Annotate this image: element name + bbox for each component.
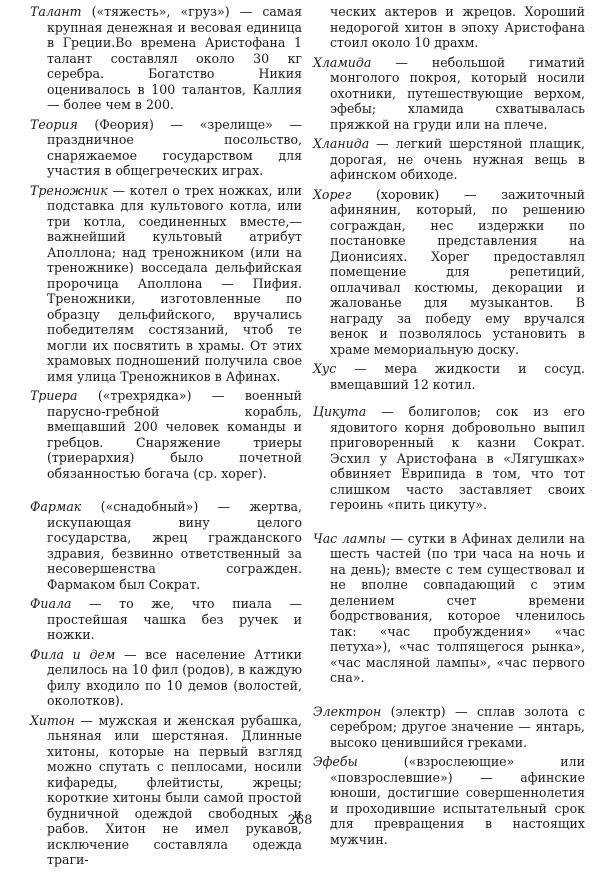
glossary-entry-triera bbox=[30, 388, 302, 481]
entry-definition: — котел о трех ножках, или подставка для культового котла, или три котла, соединенных вместе,— важнейший культовый атрибут Аполлона; над треножником (или на треножнике) восседала дельфийская пророчица Аполлона — Пифия. Треножники, изготовленные по образцу дельфийского, вручались победителям состязаний, чтоб те могли их посвятить в храмы. От этих храмовых подношений получила свое имя улица Треножников в Афинах. bbox=[47, 182, 302, 384]
glossary-entry-chas-lampy bbox=[313, 531, 585, 686]
entry-term: Фила и дем bbox=[30, 646, 116, 662]
entry-definition: («трехрядка») — военный парусно-гребной корабль, вмещавший 200 человек команды и гребцов. Снаряжение триеры (триерархия) было почетной обязанностью богача (ср. хорег). bbox=[47, 388, 302, 481]
entry-definition: (электр) — сплав золота с серебром; другое значение — янтарь, высоко ценившийся греками. bbox=[330, 703, 585, 750]
entry-term: Электрон bbox=[313, 703, 382, 719]
glossary-entry-fiala bbox=[30, 596, 302, 643]
entry-term: Хус bbox=[313, 361, 337, 376]
entry-term: Цикута bbox=[313, 404, 367, 419]
page-number: 268 bbox=[287, 813, 313, 828]
entry-definition: — все население Аттики делилось на 10 фил (родов), в каждую филу входило по 10 демов (волостей, околотков). bbox=[47, 646, 302, 708]
entry-definition: — сутки в Афинах делили на шесть частей (по три часа на ночь и на день); вместе с тем существовал и не вполне совпадающий с этим делением счет времени бодрствования, которое членилось так: «час пробуждения» «час петуха»), «час толпящегося рынка», «час масляной лампы», «час первого сна». bbox=[330, 530, 585, 685]
glossary-entry-farmak bbox=[30, 499, 302, 592]
entry-definition: («снадобный») — жертва, искупающая вину целого государства, жрец гражданского здравия, безвинно ответственный за несовершенства согражден. Фармаком был Сократ. bbox=[47, 499, 302, 592]
glossary-entry-teoriya bbox=[30, 117, 302, 179]
glossary-entry-khoreg bbox=[313, 187, 585, 358]
glossary-entry-khiton bbox=[30, 713, 302, 868]
glossary-entry-elektron bbox=[313, 704, 585, 751]
entry-term: Триера bbox=[30, 388, 78, 403]
entry-definition: — небольшой гиматий монголого покроя, который носили охотники, путешествующие верхом, эфебы; хламида схватывалась пряжкой на груди или на плече. bbox=[330, 54, 585, 132]
entry-definition: — мужская и женская рубашка, льняная или шерстяная. Длинные хитоны, которые на первый взгляд можно спутать с пеплосами, носили кифареды, флейтисты, жрецы; короткие хитоны были самой простой будничной одеждой свободных и рабов. Хитон не имел рукавов, исключение составляла одежда траги- bbox=[47, 712, 302, 867]
khiton-continuation: ческих актеров и жрецов. Хороший недорогой хитон в эпоху Аристофана стоил около 10 драхм. bbox=[330, 4, 585, 50]
right-column bbox=[313, 4, 585, 851]
entry-term: Эфебы bbox=[313, 754, 358, 769]
entry-term: Треножник bbox=[30, 182, 108, 198]
left-column bbox=[30, 4, 302, 872]
glossary-entry-khlanida bbox=[313, 136, 585, 183]
entry-term: Фармак bbox=[30, 499, 82, 514]
entry-term: Теория bbox=[30, 116, 78, 132]
entry-term: Час лампы bbox=[313, 530, 386, 546]
glossary-entry-khlamida bbox=[313, 55, 585, 133]
entry-definition: («взрослеющие» или «повзрослевшие») — афинские юноши, достигшие совершеннолетия и проходившие испытательный срок для превращения в настоящих мужчин. bbox=[330, 754, 585, 847]
entry-term: Талант bbox=[30, 4, 82, 19]
entry-term: Хитон bbox=[30, 712, 75, 728]
entry-definition: (хоровик) — зажиточный афинянин, который, по решению сограждан, нес издержки по постановке представления на Дионисиях. Хорег предоставлял помещение для репетиций, оплачивал костюмы, декорации и жалованье для музыкантов. В награду за победу ему вручался венок и позволялось установить в храме мемориальную доску. bbox=[330, 186, 585, 357]
entry-term: Хланида bbox=[313, 136, 370, 151]
entry-definition: («тяжесть», «груз») — самая крупная денежная и весовая единица в Греции.Во времена Аристофана 1 талант составлял около 30 кг серебра. Богатство Никия оценивалось в 100 талантов, Каллия — более чем в 200. bbox=[47, 4, 302, 112]
entry-definition: — болиголов; сок из его ядовитого корня добровольно выпил приговоренный к казни Сократ. Эсхил у Аристофана в «Лягушках» обвиняет Еврипида в том, что тот слишком часто заставляет своих героинь «пить цикуту». bbox=[330, 404, 585, 512]
glossary-entry-fila-i-dem bbox=[30, 647, 302, 709]
entry-definition: — то же, что пиала — простейшая чашка без ручек и ножки. bbox=[47, 596, 302, 642]
glossary-entry-efeby bbox=[313, 754, 585, 847]
entry-definition: — мера жидкости и сосуд. вмещавший 12 котил. bbox=[330, 361, 585, 392]
glossary-entry-talant bbox=[30, 4, 302, 113]
entry-term: Хламида bbox=[313, 54, 372, 70]
entry-definition: — легкий шерстяной плащик, дорогая, не очень нужная вещь в афинском обиходе. bbox=[330, 136, 585, 182]
entry-definition: (Феория) — «зрелище» — праздничное посольство, снаряжаемое государством для участия в общегреческих играх. bbox=[47, 116, 302, 178]
glossary-entry-trenozhnik bbox=[30, 183, 302, 385]
glossary-entry-tsikuta bbox=[313, 404, 585, 513]
entry-term: Хорег bbox=[313, 186, 352, 202]
entry-term: Фиала bbox=[30, 596, 72, 611]
glossary-entry-khus bbox=[313, 361, 585, 392]
